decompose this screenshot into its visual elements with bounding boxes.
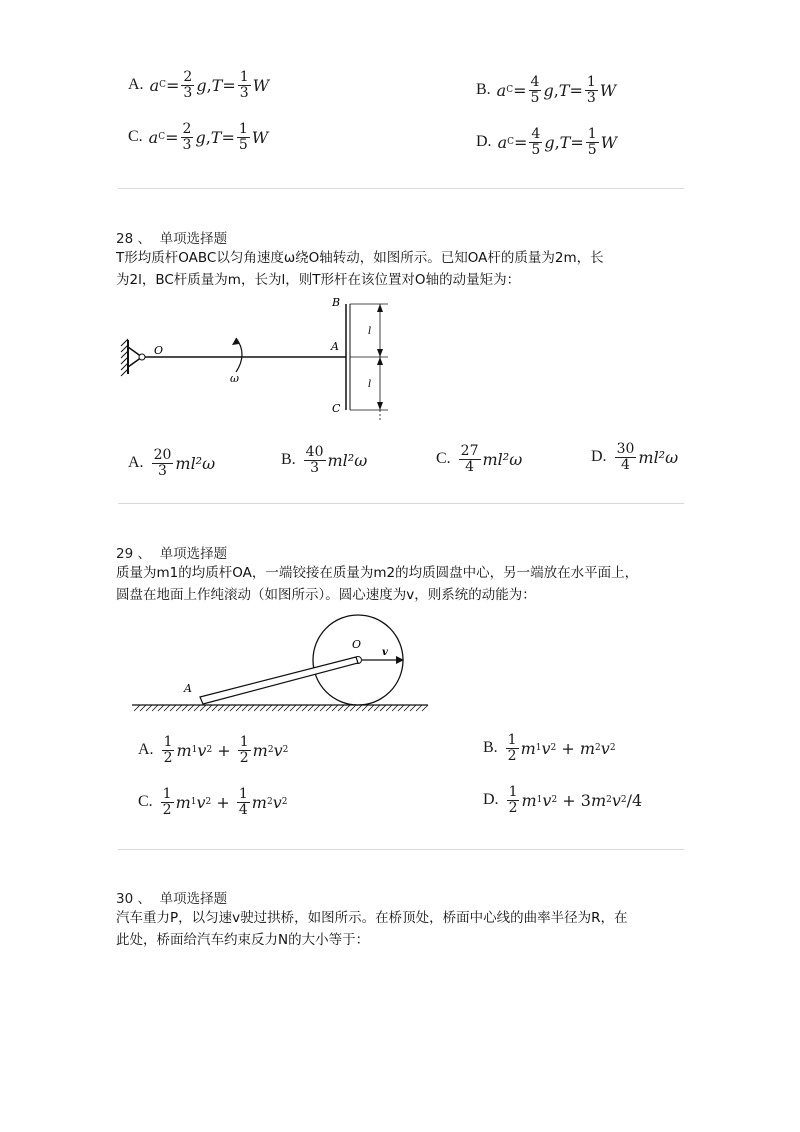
q29-option-c[interactable]: C. $\frac{1}{2}$ m 1 v 2 + $\frac{1}{4}$ m 2 v 2 — [138, 786, 288, 818]
ground-hatch — [314, 705, 320, 711]
ground-hatch — [260, 705, 266, 711]
q28-question-text: T形均质杆OABC以匀角速度ω绕O轴转动，如图所示。已知OA杆的质量为2m，长 为2l，BC杆质量为m，长为l，则T形杆在该位置对O轴的动量矩为： — [116, 250, 604, 288]
svg-text:C: C — [332, 402, 341, 415]
ground-hatch — [200, 705, 206, 711]
svg-text:l: l — [368, 326, 372, 337]
divider — [118, 188, 684, 189]
q28-option-c[interactable]: C. $\frac{27}{4}$ ml²ω — [436, 443, 523, 475]
q27-option-d[interactable]: D. a C = $\frac{4}{5}$ g , T = $\frac{1}{5}$ W — [476, 126, 618, 158]
ground-hatch — [194, 705, 200, 711]
ground-hatch — [134, 705, 140, 711]
ground-hatch — [230, 705, 236, 711]
q29-figure — [128, 610, 438, 720]
ground-hatch — [350, 705, 356, 711]
ground-hatch — [344, 705, 350, 711]
ground-hatch — [356, 705, 362, 711]
ground-hatch — [362, 705, 368, 711]
ground-hatch — [392, 705, 398, 711]
divider — [118, 849, 684, 850]
q27-option-b[interactable]: B. a C = $\frac{4}{5}$ g , T = $\frac{1}{3}$ W — [476, 74, 617, 106]
ground-hatch — [410, 705, 416, 711]
q29-option-d[interactable]: D. $\frac{1}{2}$ m 1 v 2 + 3 m 2 v 2 /4 — [483, 784, 643, 816]
q29-option-a[interactable]: A. $\frac{1}{2}$ m 1 v 2 + $\frac{1}{2}$ m 2 v 2 — [138, 734, 289, 766]
label-o: O — [154, 344, 164, 357]
ground-hatch — [170, 705, 176, 711]
svg-text:B: B — [332, 296, 341, 309]
svg-text:O: O — [352, 638, 362, 651]
ground-hatch — [404, 705, 410, 711]
ground-hatch — [146, 705, 152, 711]
ground-hatch — [326, 705, 332, 711]
q28-header: 28 、 单项选择题 — [116, 231, 228, 247]
ground-hatch — [158, 705, 164, 711]
ground-hatch — [284, 705, 290, 711]
ground-hatch — [224, 705, 230, 711]
ground-hatch — [182, 705, 188, 711]
divider — [118, 503, 684, 504]
ground-hatch — [176, 705, 182, 711]
ground-hatch — [320, 705, 326, 711]
svg-text:ω: ω — [230, 372, 239, 385]
q29-question-text: 质量为m1的均质杆OA，一端铰接在质量为m2的均质圆盘中心，另一端放在水平面上， 圆盘在地面上作纯滚动（如图所示）。圆心速度为v，则系统的动能为： — [116, 565, 639, 603]
ground-hatch — [422, 705, 428, 711]
ground-hatch — [242, 705, 248, 711]
svg-text:A: A — [331, 340, 339, 353]
q28-option-b[interactable]: B. $\frac{40}{3}$ ml²ω — [281, 444, 368, 476]
ground-hatch — [374, 705, 380, 711]
ground-hatch — [152, 705, 158, 711]
ground-hatch — [212, 705, 218, 711]
ground-hatch — [236, 705, 242, 711]
ground-hatch — [164, 705, 170, 711]
ground-hatch — [416, 705, 422, 711]
ground-hatch — [266, 705, 272, 711]
ground-hatch — [380, 705, 386, 711]
q27-option-c[interactable]: C. a C = $\frac{2}{3}$ g , T = $\frac{1}{5}$ W — [128, 121, 269, 153]
svg-text:A: A — [184, 682, 192, 695]
ground-hatch — [206, 705, 212, 711]
ground-hatch — [278, 705, 284, 711]
q29-header: 29 、 单项选择题 — [116, 546, 228, 562]
svg-text:l: l — [368, 379, 372, 390]
q28-option-a[interactable]: A. $\frac{20}{3}$ ml²ω — [128, 447, 216, 479]
ground-hatch — [248, 705, 254, 711]
ground-hatch — [398, 705, 404, 711]
q30-header: 30 、 单项选择题 — [116, 891, 228, 907]
ground-hatch — [308, 705, 314, 711]
ground-hatch — [302, 705, 308, 711]
svg-text:v: v — [382, 647, 388, 658]
q28-option-d[interactable]: D. $\frac{30}{4}$ ml²ω — [591, 441, 679, 473]
q30-question-text: 汽车重力P，以匀速v驶过拱桥，如图所示。在桥顶处，桥面中心线的曲率半径为R，在 此处，桥面给汽车约束反力N的大小等于： — [116, 910, 628, 948]
ground-hatch — [254, 705, 260, 711]
q29-option-b[interactable]: B. $\frac{1}{2}$ m 1 v 2 + m 2 v 2 — [483, 732, 616, 764]
ground-hatch — [332, 705, 338, 711]
ground-hatch — [296, 705, 302, 711]
ground-hatch — [188, 705, 194, 711]
q28-figure — [118, 292, 418, 428]
ground-hatch — [272, 705, 278, 711]
ground-hatch — [368, 705, 374, 711]
q27-option-a[interactable]: A. a C = $\frac{2}{3}$ g , T = $\frac{1}{3}$ W — [128, 69, 270, 101]
ground-hatch — [290, 705, 296, 711]
ground-hatch — [386, 705, 392, 711]
ground-hatch — [338, 705, 344, 711]
ground-hatch — [140, 705, 146, 711]
ground-hatch — [218, 705, 224, 711]
